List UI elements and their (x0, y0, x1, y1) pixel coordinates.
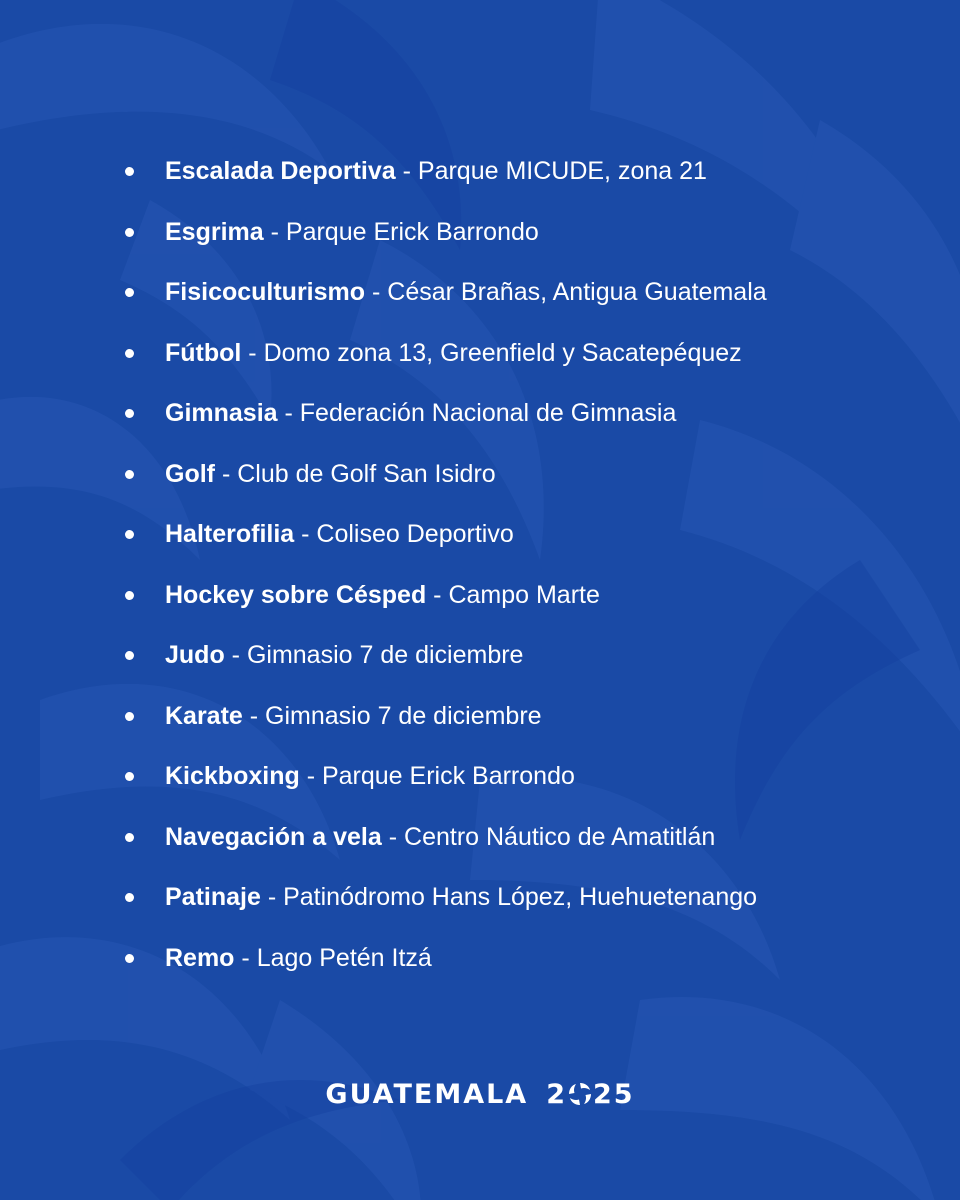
separator: - (299, 762, 322, 790)
list-item (120, 816, 920, 877)
venue-name: Domo zona 13, Greenfield y Sacatepéquez (263, 338, 742, 367)
venue-name: Gimnasio 7 de diciembre (265, 701, 542, 730)
sport-name: Fisicoculturismo (165, 278, 366, 306)
bullet-icon (125, 167, 134, 176)
bullet-icon (125, 591, 134, 600)
list-item (120, 937, 920, 998)
sport-name: Navegación a vela (165, 822, 382, 851)
venue-name: Centro Náutico de Amatitlán (404, 822, 716, 851)
list-item (120, 392, 920, 453)
separator: - (426, 580, 449, 609)
bullet-icon (125, 470, 134, 479)
venue-name: Coliseo Deportivo (316, 520, 514, 548)
venue-name: Campo Marte (448, 580, 600, 609)
venue-name: Patinódromo Hans López, Huehuetenango (283, 883, 758, 911)
logo-year (546, 1075, 634, 1115)
list-item (120, 876, 920, 937)
sport-name: Judo (165, 641, 225, 669)
separator: - (294, 520, 317, 548)
swirl-logo-icon (568, 1082, 592, 1106)
separator: - (381, 822, 405, 851)
bullet-icon (125, 772, 134, 781)
list-item (120, 695, 920, 756)
sport-name: Patinaje (165, 883, 261, 911)
list-item (120, 453, 920, 514)
bullet-icon (125, 288, 134, 297)
list-item (120, 574, 920, 635)
separator: - (260, 883, 284, 911)
venue-name: Parque Erick Barrondo (321, 762, 575, 790)
sport-name: Kickboxing (165, 762, 300, 790)
bullet-icon (125, 651, 134, 660)
venue-name: César Brañas, Antigua Guatemala (387, 278, 767, 306)
separator: - (395, 157, 418, 185)
separator: - (242, 701, 266, 730)
list-item (120, 755, 920, 816)
sport-name: Halterofilia (165, 520, 295, 548)
sport-name: Remo (165, 943, 235, 972)
sport-name: Esgrima (165, 217, 264, 246)
sport-name: Escalada Deportiva (165, 157, 396, 185)
venue-name: Club de Golf San Isidro (237, 459, 496, 488)
venue-list (120, 150, 920, 997)
bullet-icon (125, 409, 134, 418)
year-prefix: 2 (546, 1079, 567, 1110)
venue-name: Parque Erick Barrondo (285, 217, 539, 246)
venue-name: Parque MICUDE, zona 21 (417, 157, 707, 185)
separator: - (241, 338, 264, 367)
sport-name: Golf (165, 459, 215, 488)
bullet-icon (125, 954, 134, 963)
separator: - (263, 217, 286, 246)
separator: - (365, 278, 388, 306)
venue-name: Lago Petén Itzá (256, 943, 432, 972)
sport-name: Gimnasia (165, 399, 278, 427)
bullet-icon (125, 530, 134, 539)
separator: - (224, 641, 247, 669)
separator: - (234, 943, 257, 972)
bullet-icon (125, 833, 134, 842)
list-item (120, 634, 920, 695)
bullet-icon (125, 349, 134, 358)
event-logo (0, 1075, 960, 1115)
list-item (120, 332, 920, 393)
list-item (120, 211, 920, 272)
sport-name: Hockey sobre Césped (165, 580, 427, 609)
venue-name: Federación Nacional de Gimnasia (299, 399, 677, 427)
list-item (120, 150, 920, 211)
separator: - (215, 459, 238, 488)
bullet-icon (125, 228, 134, 237)
venue-name: Gimnasio 7 de diciembre (246, 641, 524, 669)
bullet-icon (125, 893, 134, 902)
sport-name: Karate (165, 701, 243, 730)
sport-name: Fútbol (165, 338, 242, 367)
bullet-icon (125, 712, 134, 721)
logo-name: GUATEMALA (325, 1079, 529, 1110)
year-suffix: 25 (593, 1079, 635, 1110)
separator: - (277, 399, 300, 427)
list-item (120, 513, 920, 574)
list-item (120, 271, 920, 332)
